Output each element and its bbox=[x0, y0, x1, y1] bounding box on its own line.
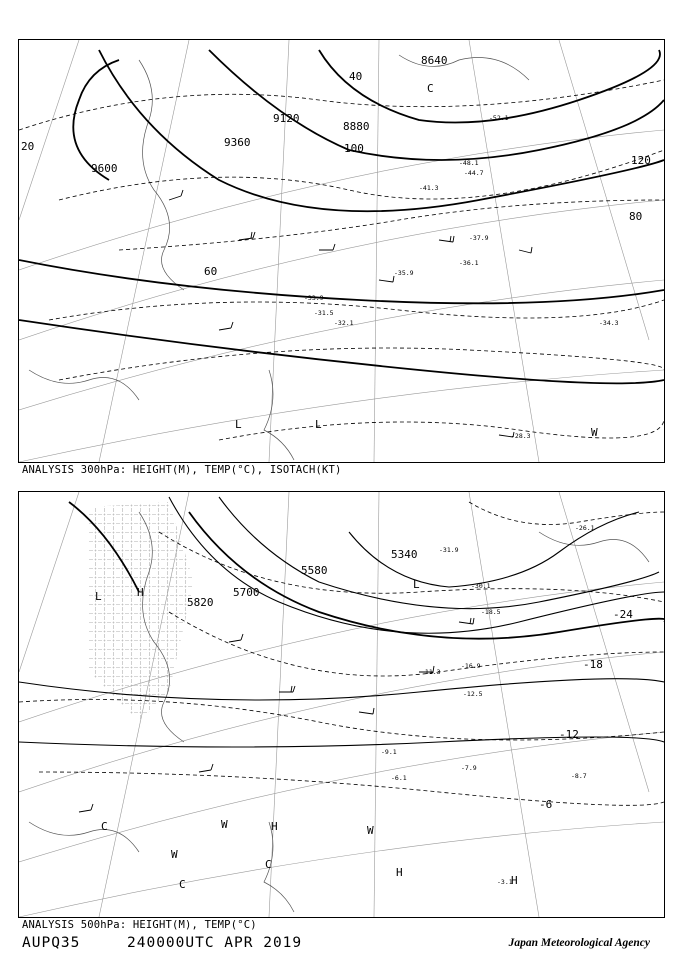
temp-label: -48.1 bbox=[459, 159, 479, 167]
temp-label: -3.1 bbox=[497, 878, 513, 886]
caption-500hpa: ANALYSIS 500hPa: HEIGHT(M), TEMP(°C) bbox=[22, 919, 257, 931]
isotherm-label: -12 bbox=[559, 728, 579, 741]
temp-label: -18.5 bbox=[481, 608, 501, 616]
chart-valid-time: 240000UTC APR 2019 bbox=[127, 935, 303, 951]
chart-500hpa bbox=[18, 491, 665, 918]
temp-label: -6.1 bbox=[391, 774, 407, 782]
isotach-label: 60 bbox=[204, 265, 218, 278]
low-pressure-marker: L bbox=[235, 418, 242, 431]
cold-marker: C bbox=[179, 878, 186, 891]
chart-300hpa bbox=[18, 39, 665, 463]
high-pressure-marker: H bbox=[511, 874, 518, 887]
low-pressure-marker: L bbox=[315, 418, 322, 431]
warm-marker: W bbox=[171, 848, 178, 861]
temp-label: -16.9 bbox=[461, 662, 481, 670]
isotherm-label: -6 bbox=[539, 798, 553, 811]
chart-code: AUPQ35 bbox=[22, 935, 81, 951]
temp-label: -44.7 bbox=[464, 169, 484, 177]
height-label: 5340 bbox=[391, 548, 418, 561]
temp-label: -9.1 bbox=[381, 748, 397, 756]
isotherm-label: -24 bbox=[613, 608, 633, 621]
temp-label: -41.3 bbox=[419, 184, 439, 192]
isotach-label: 80 bbox=[629, 210, 643, 223]
low-pressure-marker: L bbox=[413, 578, 420, 591]
temp-label: -32.1 bbox=[334, 319, 354, 327]
height-label: 9360 bbox=[224, 136, 251, 149]
high-pressure-marker: H bbox=[396, 866, 403, 879]
height-label: 5700 bbox=[233, 586, 260, 599]
height-label: 5820 bbox=[187, 596, 214, 609]
temp-label: -11.3 bbox=[421, 668, 441, 676]
map-300hpa bbox=[19, 40, 664, 462]
hatched-region bbox=[89, 502, 194, 722]
height-contours-300 bbox=[19, 50, 664, 383]
agency-name: Japan Meteorological Agency bbox=[508, 937, 650, 949]
height-label: 9120 bbox=[273, 112, 300, 125]
height-label: 8880 bbox=[343, 120, 370, 133]
isotach-label: 40 bbox=[349, 70, 363, 83]
temp-label: -26.1 bbox=[575, 524, 595, 532]
warm-marker: W bbox=[367, 824, 374, 837]
temp-label: -8.7 bbox=[571, 772, 587, 780]
temp-label: -33.9 bbox=[304, 294, 324, 302]
low-pressure-marker: L bbox=[95, 590, 102, 603]
high-pressure-marker: H bbox=[137, 586, 144, 599]
temp-label: -37.9 bbox=[469, 234, 489, 242]
isotherms-300 bbox=[19, 80, 664, 440]
height-label: 9600 bbox=[91, 162, 118, 175]
caption-300hpa: ANALYSIS 300hPa: HEIGHT(M), TEMP(°C), ISOTACH(KT) bbox=[22, 464, 342, 476]
isotach-label: 120 bbox=[631, 154, 651, 167]
warm-marker: W bbox=[591, 426, 598, 439]
temp-label: -36.1 bbox=[459, 259, 479, 267]
temp-label: -28.3 bbox=[511, 432, 531, 440]
temp-label: -12.5 bbox=[463, 690, 483, 698]
temp-label: -52.1 bbox=[489, 114, 509, 122]
map-500hpa bbox=[19, 492, 664, 917]
temp-label: -7.9 bbox=[461, 764, 477, 772]
cold-marker: C bbox=[427, 82, 434, 95]
high-pressure-marker: H bbox=[271, 820, 278, 833]
temp-label: -30.1 bbox=[471, 582, 491, 590]
temp-label: -31.5 bbox=[314, 309, 334, 317]
temp-label: -31.9 bbox=[439, 546, 459, 554]
cold-marker: C bbox=[265, 858, 272, 871]
temp-label: -35.9 bbox=[394, 269, 414, 277]
isotherm-label: -18 bbox=[583, 658, 603, 671]
height-label: 5580 bbox=[301, 564, 328, 577]
isotach-label: 20 bbox=[21, 140, 35, 153]
cold-marker: C bbox=[101, 820, 108, 833]
warm-marker: W bbox=[221, 818, 228, 831]
isotach-label: 100 bbox=[344, 142, 364, 155]
height-label: 8640 bbox=[421, 54, 448, 67]
temp-label: -34.3 bbox=[599, 319, 619, 327]
